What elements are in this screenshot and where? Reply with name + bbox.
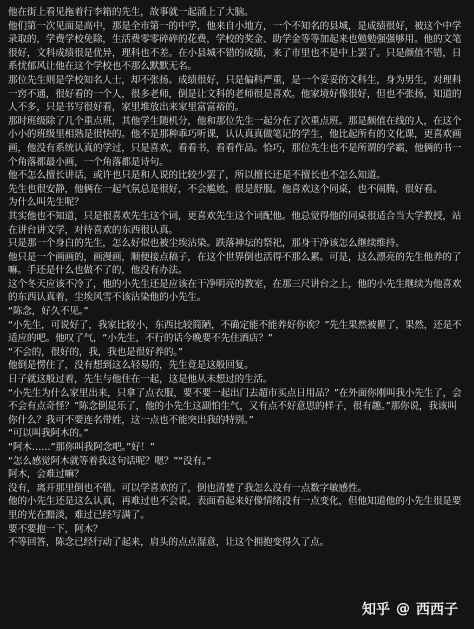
paragraph: 那时班级除了几个重点班，其他学生随机分，他和那位先生一起分在了次重点班。那是颇值在线的人，在这个小小的班级里相熟是很快的。他不是那种乖巧听课，认认真真做笔记的学生，他比起所有的文化课，更喜欢画画，他没有系统认真的学过，只是喜欢，看看书，看看作品。恰巧，那位先生也不是所谓的学霸，他俩的书一个角落都最小画，一个角落都是诗句。 bbox=[8, 115, 462, 168]
paragraph: 其实他也不知道，只是很喜欢先生这个词，更喜欢先生这个词配他。他总觉得他的同桌很适合当大学教授，站在讲台讲文学，对待喜欢的东西很认真。 bbox=[8, 210, 462, 236]
paragraph: 为什么叫先生呢？ bbox=[8, 197, 84, 209]
paragraph: 他的小先生还是这么认真，再难过也不会说，表面看起来好像情绪没有一点变化，但他知道他的小先生很是要里的光在黯淡，难过已经写满了。 bbox=[8, 496, 462, 521]
paragraph: 他不怎么擅长讲话，或许也只是和人说的比较少罢了，所以擅长还是不擅长也不怎么知道。 bbox=[8, 170, 386, 182]
zhihu-watermark bbox=[358, 597, 462, 621]
paragraph: 他们第一次见面是高中，那是全市第一的中学，他来自小地方，一个不知名的县城，是成绩很好，被这个中学录取的，学费学校免除，生活费零零碎碎的花费，学校的奖金、助学金等等加起来也勉勉强强够用。他的文笔很好，文科成绩很是优异，理科也不差。在小县城不错的成绩，来了市里也不是中上罢了。只是颜值不错，日系忧郁风让他在这个学校也不那么默默无名。 bbox=[8, 20, 462, 73]
paragraph: 先生也很安静，他俩在一起气氛总是很好，不会尴尬，很是舒服。他喜欢这个同桌，也不闹腾，很好看。 bbox=[8, 183, 443, 195]
paragraph: “怎么感觉阿木就等着我这句话呢？嗯？”“没有。” bbox=[8, 455, 212, 467]
paragraph: “小先生，可说好了，我家比较小，东西比较简陋，不确定能不能养好你诶？”先生果然被瞿了，果然，还是不适应的吧。他叹了气，“小先生，不行的话今晚要不先住酒店？” bbox=[8, 319, 462, 345]
paragraph: 那位先生则是学校知名人士，却不张扬。成绩很好，只是偏科严重，是一个妥妥的文科生，身为男生，对理科一窍不通，很好看的一个人，很多老师，倒是让文科的老师很是喜欢。他家境好像很好，但也不张扬，知道的人不多，只是书写很好看，家里堆放出来家里富富裕的。 bbox=[8, 74, 462, 114]
zhihu-logo: 知乎 bbox=[362, 602, 390, 618]
paragraph: 要不要抱一下，阿木？ bbox=[8, 523, 103, 535]
paragraph: 这个冬天应该不冷了，他的小先生还是应该在干净明亮的教室，在那三尺讲台之上，他的小先生继续为他喜欢的东西认真着，尘埃风雪不该沾染他的小先生。 bbox=[8, 278, 462, 304]
paragraph: 他只是一个画画的，画漫画，顺便接点稿子，在这个世界倒也活得不那么累。可是，这么漂亮的先生他养的了嘛。手还是什么也做不了的，他没有办法。 bbox=[8, 251, 462, 277]
watermark-separator: @ bbox=[396, 601, 410, 617]
author-name: 西西子 bbox=[416, 602, 458, 618]
paragraph: 日子就这般过着，先生与他住在一起，这是他从未想过的生活。 bbox=[8, 374, 273, 386]
paragraph: 只是那一个身白的先生，怎么好似也被尘埃沾染。跌落神坛的祭祀，那身干净该怎么继续维持。 bbox=[8, 238, 405, 250]
paragraph: 他在街上看见拖着行李箱的先生，故事就一起涌上了大脑。 bbox=[8, 7, 254, 18]
paragraph: “小先生为什么家里出来，只拿了点衣服，要不要一起出门去超市买点日用品？”在外面你刚叫我小先生了，会不会有点奇怪？”陈念倒是乐了，他的小先生这副怕生气，又有点不好意思的样子，很有趣。”那你说，我该叫你什么？我可不要连名带姓，这一点也不能突出我的特别。” bbox=[8, 387, 462, 426]
paragraph: “不会的，很好的，我，我也是很好养的。” bbox=[8, 346, 183, 358]
paragraph: 没有，离开那里倒也不错。可以学喜欢的了，倒也清楚了我怎么没有一点数字敏感性。 bbox=[8, 482, 367, 494]
paragraph: 阿木，会难过嘛？ bbox=[8, 469, 84, 481]
paragraph: “陈念，好久不见。” bbox=[8, 306, 89, 318]
paragraph: “阿木……”那你叫我阿念吧。”好！” bbox=[8, 442, 155, 453]
paragraph: 不等回答，陈念已经行动了起来，肩头的点点湿意，让这个拥抱变得久了点。 bbox=[8, 537, 330, 549]
paragraph: “可以叫我阿木的。” bbox=[8, 428, 89, 440]
paragraph: 他倒是愣住了，没有想到这么轻易的，先生竟是这般回复。 bbox=[8, 360, 254, 372]
